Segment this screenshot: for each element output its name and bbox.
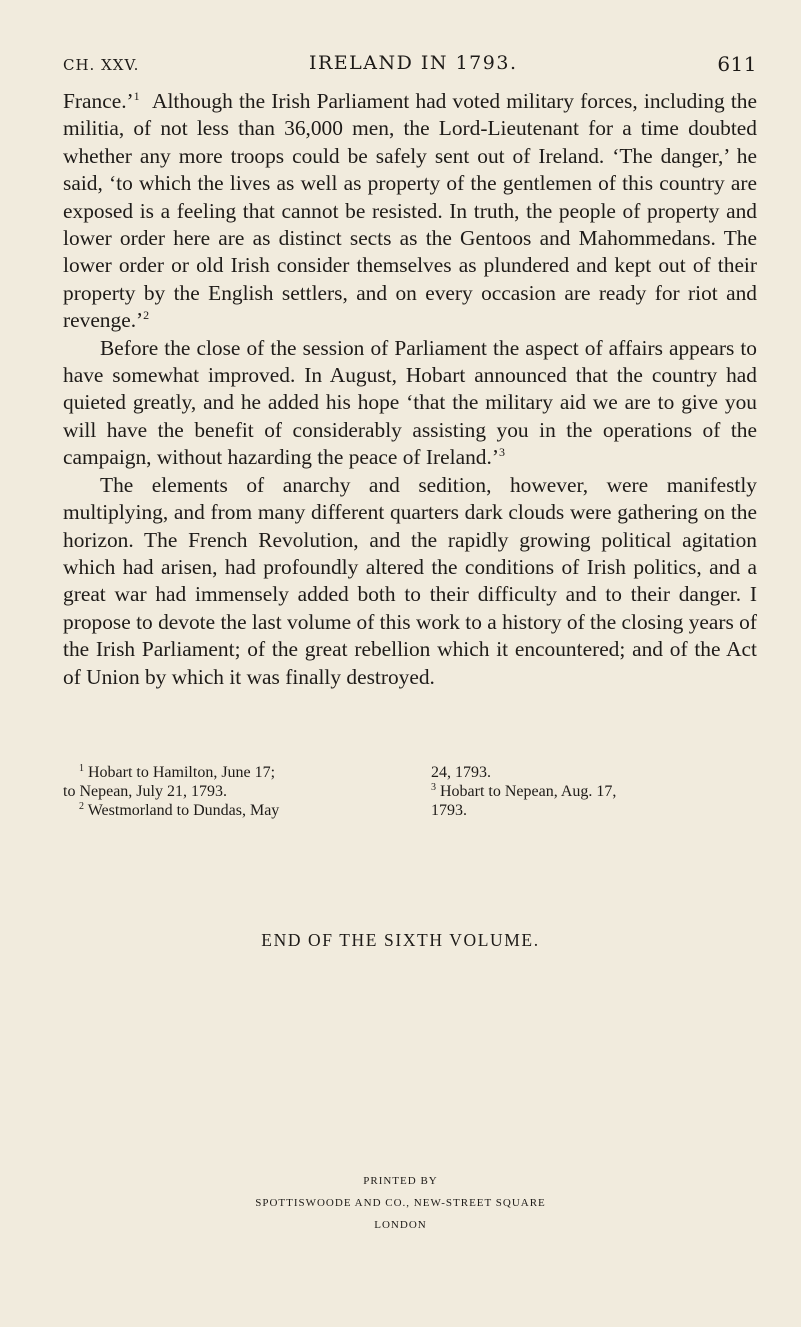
running-title: IRELAND IN 1793. (309, 52, 518, 74)
footnote-2-mark: 2 (79, 801, 84, 812)
footnote-3-text: Hobart to Nepean, Aug. 17, (440, 783, 617, 800)
paragraph-1-lead: France.’ (63, 89, 134, 113)
footnote-3-mark: 3 (431, 782, 436, 793)
note-ref-2: 2 (143, 308, 150, 323)
footnote-2 (79, 801, 279, 820)
footnote-2-continuation-b: 1793. (431, 802, 467, 819)
footnote-3 (431, 782, 616, 801)
footnote-row-3 (79, 801, 759, 820)
imprint-line-2: SPOTTISWOODE AND CO., NEW-STREET SQUARE (255, 1197, 546, 1209)
paragraph-3-text: The elements of anarchy and sedition, however, were manifestly multiplying, and from many different quarters dark clouds were gathering on the horizon. The French Revolution, and the rapidly growing political agitation which had arisen, had profoundly altered the conditions of Irish politics, and a great war had immensely added both to their difficulty and to their danger. I propose to devote the last volume of this work to a history of the closing years of the Irish Parliament; of the great rebellion which it encountered; and of the Act of Union by which it was finally destroyed. (63, 472, 757, 689)
body-text (63, 88, 757, 691)
paragraph-2 (63, 335, 757, 472)
paragraph-1-text: Although the Irish Parliament had voted military forces, including the militia, of not less than 36,000 men, the Lord-Lieutenant for a time doubted whether any more troops could be safely sent out of Ireland. ‘The danger,’ he said, ‘to which the lives as well as property of the gentlemen of this country are exposed is a feeling that cannot be resisted. In truth, the people of property and lower order here are as distinct sects as the Gentoos and Mahommedans. The lower order or old Irish consider themselves as plundered and kept out of their property by the English settlers, and on every occasion are ready for riot and revenge.’ (63, 89, 757, 333)
printer-imprint (0, 1170, 801, 1236)
paragraph-3 (63, 472, 757, 691)
imprint-line-3: LONDON (374, 1219, 427, 1231)
footnote-2-text: Westmorland to Dundas, May (87, 802, 280, 819)
note-ref-3: 3 (498, 445, 505, 460)
footnote-row-2 (63, 782, 759, 801)
imprint-line-1: PRINTED BY (363, 1175, 438, 1187)
footnote-2-continuation-a: 24, 1793. (431, 764, 491, 781)
chapter-label: CH. XXV. (63, 56, 140, 74)
footnote-1-mark: 1 (79, 763, 84, 774)
footnote-row-1 (79, 763, 759, 782)
paragraph-2-text: Before the close of the session of Parliament the aspect of affairs appears to have somewhat improved. In August, Hobart announced that the country had quieted greatly, and he added his hope ‘that the military aid we are to give you will have the benefit of considerably assisting you in the operations of the campaign, without hazarding the peace of Ireland.’ (63, 335, 757, 470)
footnote-1-continuation: to Nepean, July 21, 1793. (63, 783, 227, 800)
paragraph-1 (63, 88, 757, 335)
note-ref-1: 1 (133, 89, 140, 103)
footnote-1 (79, 763, 275, 782)
running-head (63, 52, 757, 82)
page-number: 611 (717, 52, 757, 76)
end-of-volume-mark: END OF THE SIXTH VOLUME. (261, 930, 540, 950)
footnote-1-text: Hobart to Hamilton, June 17; (88, 764, 276, 781)
footnotes (63, 763, 759, 820)
